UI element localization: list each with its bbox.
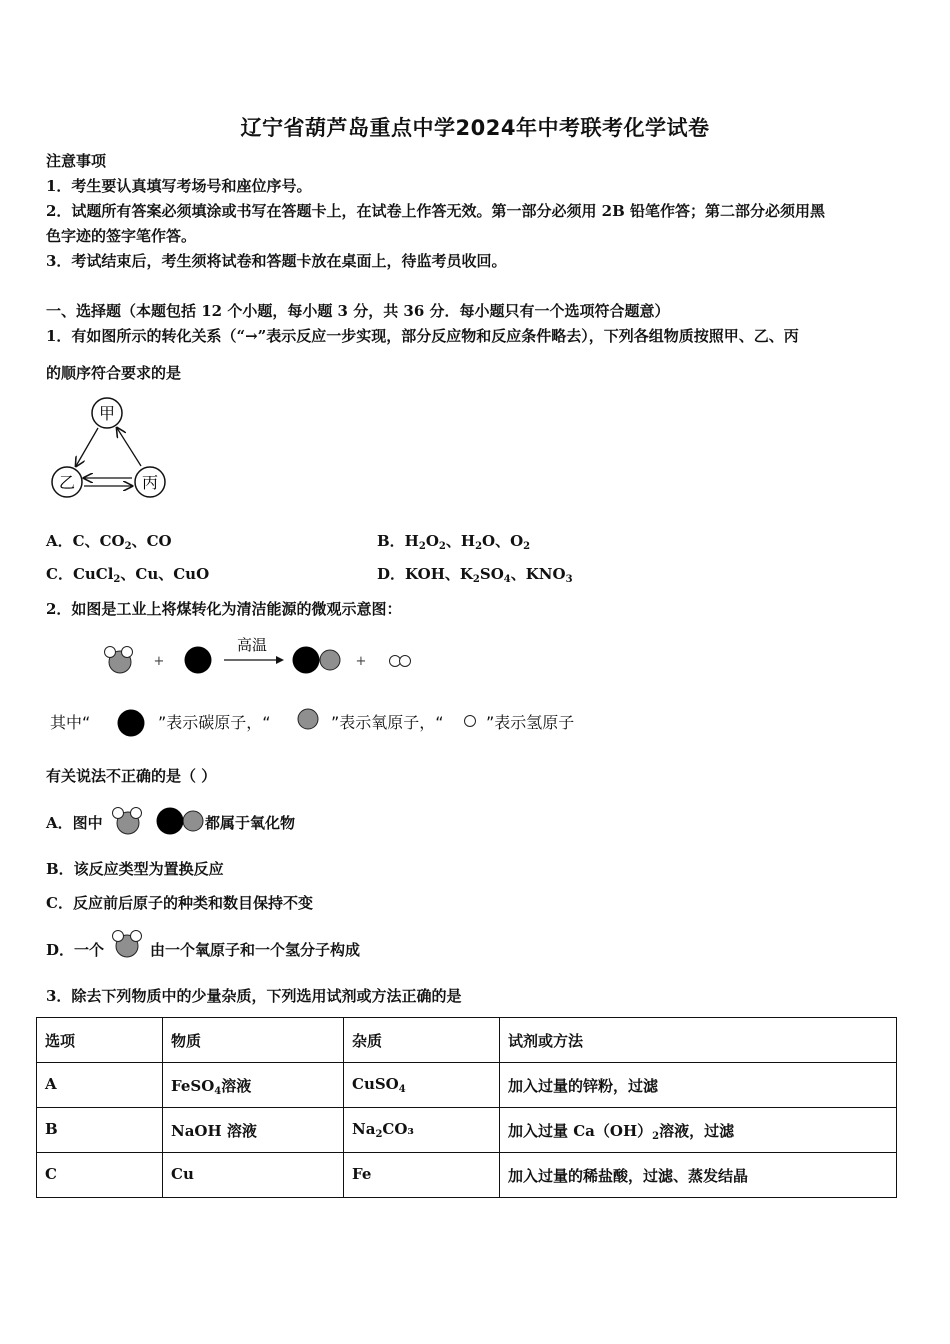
legend-oxygen-text: ”表示氧原子，“ [331,713,444,732]
table-cell-impurity: $Na_2CO_3$ [344,1108,500,1153]
notice-heading: 注意事项 [46,152,107,170]
q1-stem: 1．有如图所示的转化关系（“→”表示反应一步实现，部分反应物和反应条件略去），下列各组物质按照甲、乙、丙 [46,327,799,345]
node-bing-label: 丙 [141,473,159,492]
q1-option-c: C．CuCl$_2$、Cu、CuO [46,565,210,585]
table-header-cell: 选项 [37,1018,163,1063]
table-cell-substance: Cu [163,1153,344,1198]
legend-prefix: 其中“ [50,713,91,732]
legend-carbon-icon [115,708,147,738]
table-row [37,1063,897,1108]
table-cell-substance: NaOH 溶液 [163,1108,344,1153]
node-jia-label: 甲 [98,404,116,423]
table-cell-option: B [37,1108,163,1153]
notice-item-3: 3．考试结束后，考生须将试卷和答题卡放在桌面上，待监考员收回。 [46,252,507,270]
table-cell-impurity: CuSO$_4$ [344,1063,500,1108]
q1-option-a: A．C、$CO_2$、CO [46,532,172,552]
legend-oxygen-icon [296,708,320,732]
q2-question: 有关说法不正确的是（ ） [46,767,217,785]
legend-hydrogen-icon [462,712,478,728]
reaction-diagram [96,628,426,678]
plus-sign-2: + [355,654,367,669]
legend-hydrogen-text: ”表示氢原子 [486,713,575,732]
plus-sign-1: + [153,654,165,669]
q2-option-a-co-icon [155,806,205,836]
q2-option-b: B．该反应类型为置换反应 [46,860,224,878]
table-row [37,1108,897,1153]
table-header-cell: 试剂或方法 [500,1018,897,1063]
q1-option-b: B．$H_2O_2$、$H_2O$、$O_2$ [377,532,531,552]
table-header-cell: 杂质 [344,1018,500,1063]
carbon-atom-icon [185,647,212,674]
hydrogen-molecule-icon [390,656,411,667]
table-cell-substance: FeSO$_4$溶液 [163,1063,344,1108]
q2-option-a-suffix: 都属于氧化物 [205,814,296,832]
table-row [37,1153,897,1198]
q1-stem-cont: 的顺序符合要求的是 [46,364,182,382]
table-header-row [37,1018,897,1063]
arrow-jia-to-yi [76,428,98,466]
q2-option-d-prefix: D．一个 [46,941,105,959]
node-yi-label: 乙 [58,473,76,492]
q2-stem: 2．如图是工业上将煤转化为清洁能源的微观示意图： [46,600,402,618]
q2-option-a-water-icon [108,804,148,836]
q1-option-d: D．KOH、$K_2SO_4$、$KNO_3$ [377,565,573,585]
notice-item-1: 1．考生要认真填写考场号和座位序号。 [46,177,312,195]
q2-option-a-prefix: A．图中 [46,814,103,832]
q3-table [36,1017,897,1198]
page-title: 辽宁省葫芦岛重点中学2024年中考联考化学试卷 [240,116,710,140]
reaction-arrow-head [276,656,284,664]
q2-option-d-water-icon [110,927,150,959]
q2-option-d-suffix: 由一个氧原子和一个氢分子构成 [150,941,361,959]
water-molecule-icon [105,647,133,674]
notice-item-2-cont: 色字迹的签字笔作答。 [46,227,197,245]
legend-carbon-text: ”表示碳原子，“ [158,713,271,732]
q3-stem: 3．除去下列物质中的少量杂质，下列选用试剂或方法正确的是 [46,987,462,1005]
q2-option-c: C．反应前后原子的种类和数目保持不变 [46,894,313,912]
table-header-cell: 物质 [163,1018,344,1063]
table-cell-method: 加入过量 $Ca(OH)_2$溶液，过滤 [500,1108,897,1153]
transformation-diagram [44,394,174,504]
carbon-monoxide-molecule-icon [293,647,341,674]
table-cell-impurity: Fe [344,1153,500,1198]
section-heading: 一、选择题（本题包括 12 个小题，每小题 3 分，共 36 分．每小题只有一个选项符合题意） [46,302,670,320]
notice-item-2: 2．试题所有答案必须填涂或书写在答题卡上，在试卷上作答无效。第一部分必须用 2B 铅笔作答；第二部分必须用黑 [46,202,826,220]
table-cell-option: C [37,1153,163,1198]
table-cell-option: A [37,1063,163,1108]
table-cell-method: 加入过量的锌粉，过滤 [500,1063,897,1108]
arrow-bing-to-jia [117,428,141,466]
reaction-condition: 高温 [236,636,268,654]
table-cell-method: 加入过量的稀盐酸，过滤、蒸发结晶 [500,1153,897,1198]
